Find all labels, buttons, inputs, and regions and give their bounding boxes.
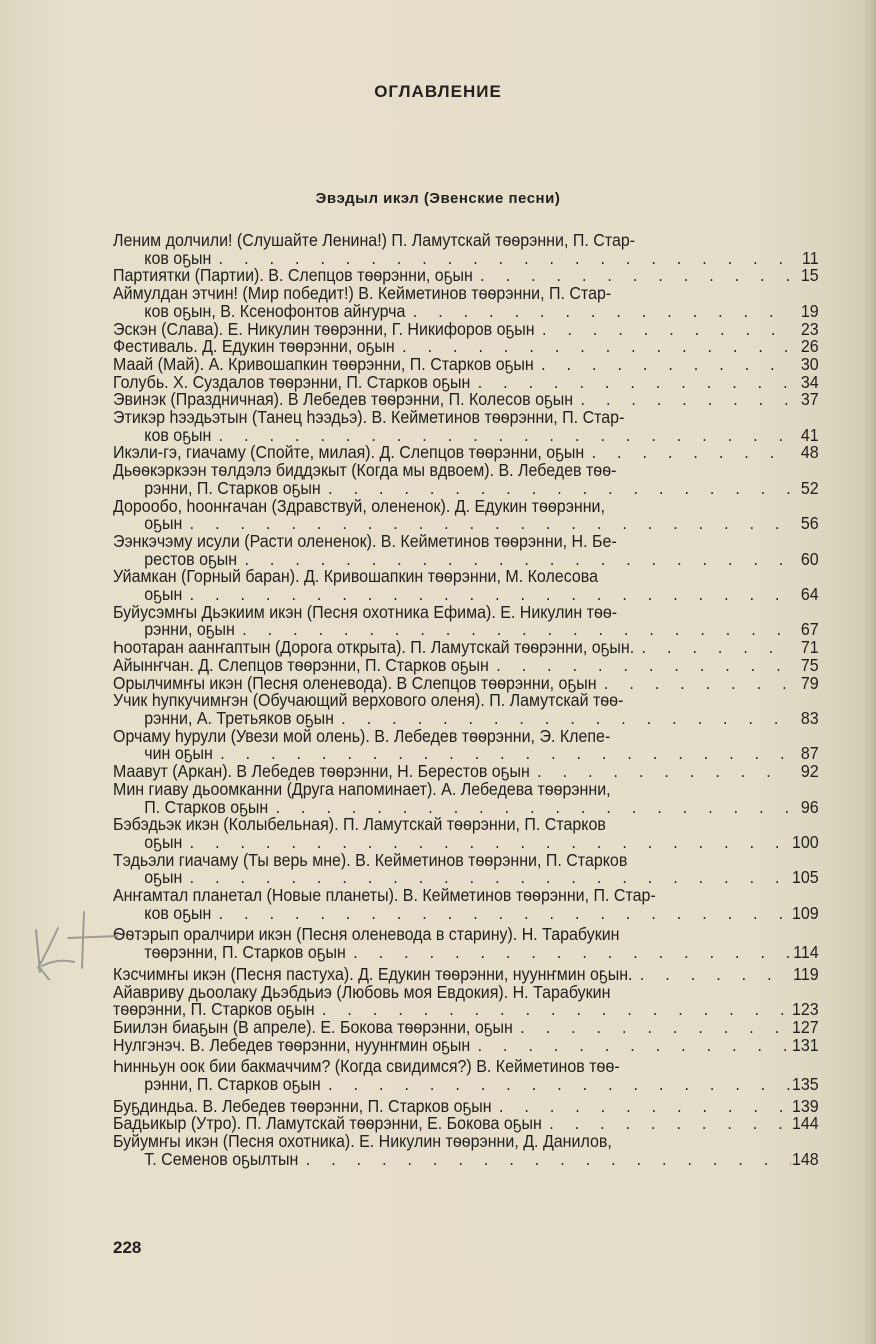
toc-entry-text: Ээнкэчэму исули (Расти олененок). В. Кейметинов тѳѳрэнни, Н. Бе- bbox=[113, 530, 617, 551]
toc-page-number: 79 bbox=[800, 672, 819, 693]
toc-entry-text: рэнни, А. Третьяков оҕын bbox=[144, 707, 334, 728]
toc-entry-text: оҕын bbox=[144, 513, 183, 534]
toc-entry bbox=[113, 849, 819, 888]
toc-page-number: 114 bbox=[793, 942, 819, 963]
toc-page-number: 75 bbox=[800, 654, 819, 675]
toc-entry-text: ков оҕын, В. Ксенофонтов айҥурча bbox=[144, 300, 406, 321]
toc-entry-text: тѳѳрэнни, П. Старков оҕын bbox=[113, 999, 315, 1020]
toc-entry-text: Маавут (Аркан). В Лебедев тѳѳрэнни, Н. Берестов оҕын bbox=[113, 761, 530, 782]
toc-entry bbox=[113, 568, 819, 603]
toc-page-number: 131 bbox=[791, 1034, 819, 1055]
toc-entry bbox=[113, 963, 819, 984]
toc-entry bbox=[113, 778, 819, 817]
toc-entry bbox=[113, 816, 819, 851]
toc-page-number: 60 bbox=[800, 548, 819, 569]
dot-leader bbox=[534, 356, 791, 374]
dot-leader bbox=[513, 1019, 791, 1037]
toc-entry-text: Буйусэмҥы Дьэкиим икэн (Песня охотника Ефима). Е. Никулин тѳѳ- bbox=[113, 601, 618, 622]
toc-entry-text: Т. Семенов оҕылтын bbox=[144, 1148, 299, 1169]
toc-entry-text: Анҥамтал планетал (Новые планеты). В. Кейметинов тѳѳрэнни, П. Стар- bbox=[113, 885, 656, 906]
toc-entry-text: Дьѳѳкэркээн тѳлдэлэ биддэкыт (Когда мы вдвоем). В. Лебедев тѳѳ- bbox=[113, 460, 617, 481]
toc-entry bbox=[113, 654, 819, 675]
toc-entry-text: Айавриву дьоолаку Дьэбдьиэ (Любовь моя Евдокия). Н. Тарабукин bbox=[113, 981, 611, 1002]
toc-entry-text: рэнни, оҕын bbox=[144, 619, 235, 640]
toc-entry-text: тѳѳрэнни, П. Старков оҕын bbox=[144, 942, 346, 963]
toc-entry bbox=[113, 353, 819, 374]
toc-entry-text: Нулгэнэч. В. Лебедев тѳѳрэнни, нуунҥмин оҕын bbox=[113, 1034, 471, 1055]
toc-entry-text: Аймулдан этчин! (Мир победит!) В. Кейметинов тѳѳрэнни, П. Стар- bbox=[113, 283, 612, 304]
toc-entry-text: Орылчимҥы икэн (Песня оленевода). В Слепцов тѳѳрэнни, оҕын bbox=[113, 672, 597, 693]
toc-entry-text: Маай (Май). А. Кривошапкин тѳѳрэнни, П. Старков оҕын bbox=[113, 353, 534, 374]
toc-entry-text: Этикэр һээдьэтын (Танец һээдьэ). В. Кейметинов тѳѳрэнни, П. Стар- bbox=[113, 407, 625, 428]
toc-page-number: 56 bbox=[800, 513, 819, 534]
toc-entry-text: Һоотаран аанҥаптын (Дорога открыта). П. Ламутскай тѳѳрэнни, оҕын. bbox=[113, 637, 635, 658]
table-of-contents bbox=[113, 232, 819, 1169]
dot-leader bbox=[346, 944, 791, 962]
toc-entry-text: Бэбэдьэк икэн (Колыбельная). П. Ламутскай тѳѳрэнни, П. Старков bbox=[113, 814, 606, 835]
toc-entry-text: Дорообо, һоонҥачан (Здравствуй, олененок). Д. Едукин тѳѳрэнни, bbox=[113, 495, 605, 516]
toc-entry-text: ков оҕын bbox=[144, 902, 212, 923]
toc-page-number: 41 bbox=[800, 424, 819, 445]
toc-page-number: 23 bbox=[800, 318, 819, 339]
toc-page-number: 11 bbox=[802, 247, 819, 268]
toc-page-number: 26 bbox=[800, 336, 819, 357]
toc-page-number: 37 bbox=[800, 389, 819, 410]
dot-leader bbox=[597, 675, 791, 693]
dot-leader bbox=[405, 303, 791, 321]
dot-leader bbox=[634, 639, 791, 657]
toc-entry bbox=[113, 495, 819, 534]
toc-page-number: 109 bbox=[791, 902, 819, 923]
toc-entry-text: Биилэн биаҕын (В апреле). Е. Бокова тѳѳрэнни, оҕын bbox=[113, 1016, 513, 1037]
toc-page-number: 64 bbox=[800, 584, 819, 605]
toc-entry-text: Һинньун оок бии бакмаччим? (Когда свидимся?) В. Кейметинов тѳѳ- bbox=[113, 1056, 620, 1077]
toc-page-number: 34 bbox=[800, 371, 819, 392]
toc-entry-text: П. Старков оҕын bbox=[144, 796, 269, 817]
toc-entry bbox=[113, 981, 819, 1020]
toc-entry-text: чин оҕын bbox=[144, 743, 213, 764]
toc-entry-text: Партиятки (Партии). В. Слепцов тѳѳрэнни, оҕын bbox=[113, 265, 473, 286]
toc-entry bbox=[113, 1034, 819, 1055]
toc-entry bbox=[113, 692, 819, 727]
toc-page-number: 96 bbox=[800, 796, 819, 817]
dot-leader bbox=[211, 905, 791, 923]
toc-entry-text: Орчаму һурули (Увези мой олень). В. Лебедев тѳѳрэнни, Э. Клепе- bbox=[113, 725, 611, 746]
toc-entry-text: ков оҕын bbox=[144, 424, 212, 445]
toc-entry-text: Буҕдиндьа. В. Лебедев тѳѳрэнни, П. Старков оҕын bbox=[113, 1095, 492, 1116]
toc-page-number: 135 bbox=[791, 1074, 819, 1095]
toc-entry-text: Голубь. Х. Суздалов тѳѳрэнни, П. Старков оҕын bbox=[113, 371, 471, 392]
toc-entry-text: Ѳѳтэрып оралчири икэн (Песня оленевода в старину). Н. Тарабукин bbox=[113, 924, 620, 945]
dot-leader bbox=[321, 1076, 791, 1094]
toc-page-number: 67 bbox=[800, 619, 819, 640]
toc-entry-text: оҕын bbox=[144, 584, 183, 605]
toc-entry-text: Эскэн (Слава). Е. Никулин тѳѳрэнни, Г. Никифоров оҕын bbox=[113, 318, 535, 339]
dot-leader bbox=[489, 657, 791, 675]
toc-entry bbox=[113, 601, 819, 640]
toc-page-number: 119 bbox=[793, 963, 819, 984]
toc-entry-text: Мин гиаву дьоомканни (Друга напоминает). А. Лебедева тѳѳрэнни, bbox=[113, 778, 611, 799]
toc-page-number: 48 bbox=[800, 442, 819, 463]
toc-entry bbox=[113, 1133, 819, 1168]
dot-leader bbox=[182, 834, 791, 852]
toc-entry-text: Учик һупкучимҥэн (Обучающий верхового оленя). П. Ламутскай тѳѳ- bbox=[113, 690, 624, 711]
toc-page-number: 105 bbox=[791, 867, 819, 888]
toc-entry-text: Айынҥчан. Д. Слепцов тѳѳрэнни, П. Старков оҕын bbox=[113, 654, 489, 675]
toc-entry bbox=[113, 232, 819, 267]
toc-page-number: 87 bbox=[800, 743, 819, 764]
toc-page-number: 19 bbox=[800, 300, 819, 321]
toc-entry-text: Фестиваль. Д. Едукин тѳѳрэнни, оҕын bbox=[113, 336, 395, 357]
toc-page-number: 148 bbox=[791, 1148, 819, 1169]
toc-page-number: 30 bbox=[800, 353, 819, 374]
toc-entry-text: ков оҕын bbox=[144, 247, 212, 268]
toc-entry bbox=[113, 409, 819, 444]
toc-entry-text: Уйамкан (Горный баран). Д. Кривошапкин тѳѳрэнни, М. Колесова bbox=[113, 566, 598, 587]
toc-entry-text: Бадьикыр (Утро). П. Ламутскай тѳѳрэнни, Е. Бокова оҕын bbox=[113, 1113, 542, 1134]
toc-entry bbox=[113, 462, 819, 497]
page-title: ОГЛАВЛЕНИЕ bbox=[374, 82, 502, 101]
section-heading: Эвэдыл икэл (Эвенские песни) bbox=[315, 190, 561, 207]
toc-entry-text: Кэсчимҥы икэн (Песня пастуха). Д. Едукин тѳѳрэнни, нуунҥмин оҕын. bbox=[113, 963, 633, 984]
toc-page-number: 71 bbox=[800, 637, 819, 658]
toc-entry-text: Эвинэк (Праздничная). В Лебедев тѳѳрэнни, П. Колесов оҕын bbox=[113, 389, 574, 410]
toc-entry-text: оҕын bbox=[144, 867, 183, 888]
toc-page-number: 83 bbox=[800, 707, 819, 728]
toc-entry-text: рэнни, П. Старков оҕын bbox=[144, 1074, 321, 1095]
toc-entry-text: Икэли-гэ, гиачаму (Спойте, милая). Д. Слепцов тѳѳрэнни, оҕын bbox=[113, 442, 585, 463]
pencil-annotation-mark bbox=[28, 910, 118, 980]
toc-entry bbox=[113, 530, 819, 569]
toc-entry-text: Леним долчили! (Слушайте Ленина!) П. Ламутскай тѳѳрэнни, П. Стар- bbox=[113, 230, 636, 250]
toc-page-number: 139 bbox=[791, 1095, 819, 1116]
toc-entry-text: рэнни, П. Старков оҕын bbox=[144, 477, 321, 498]
toc-entry-text: Буйумҥы икэн (Песня охотника). Е. Никулин тѳѳрэнни, Д. Данилов, bbox=[113, 1131, 612, 1152]
toc-entry bbox=[113, 285, 819, 320]
toc-page-number: 52 bbox=[800, 477, 819, 498]
toc-entry-text: Тэдьэли гиачаму (Ты верь мне). В. Кейметинов тѳѳрэнни, П. Старков bbox=[113, 849, 628, 870]
toc-entry bbox=[113, 1016, 819, 1037]
dot-leader bbox=[321, 480, 791, 498]
dot-leader bbox=[470, 1037, 791, 1055]
toc-entry-text: оҕын bbox=[144, 831, 183, 852]
toc-page-number: 15 bbox=[800, 265, 819, 286]
dot-leader bbox=[632, 966, 791, 984]
toc-page-number: 144 bbox=[791, 1113, 819, 1134]
toc-page-number: 100 bbox=[791, 831, 819, 852]
toc-page-number: 127 bbox=[791, 1016, 819, 1037]
toc-page-number: 123 bbox=[791, 999, 819, 1020]
toc-entry bbox=[113, 725, 819, 764]
toc-entry bbox=[113, 887, 819, 922]
dot-leader bbox=[298, 1151, 791, 1169]
page-number: 228 bbox=[113, 1238, 142, 1257]
dot-leader bbox=[535, 321, 791, 339]
toc-entry bbox=[113, 926, 819, 961]
toc-entry bbox=[113, 1058, 819, 1093]
toc-entry-text: рестов оҕын bbox=[144, 548, 238, 569]
toc-page-number: 92 bbox=[800, 761, 819, 782]
